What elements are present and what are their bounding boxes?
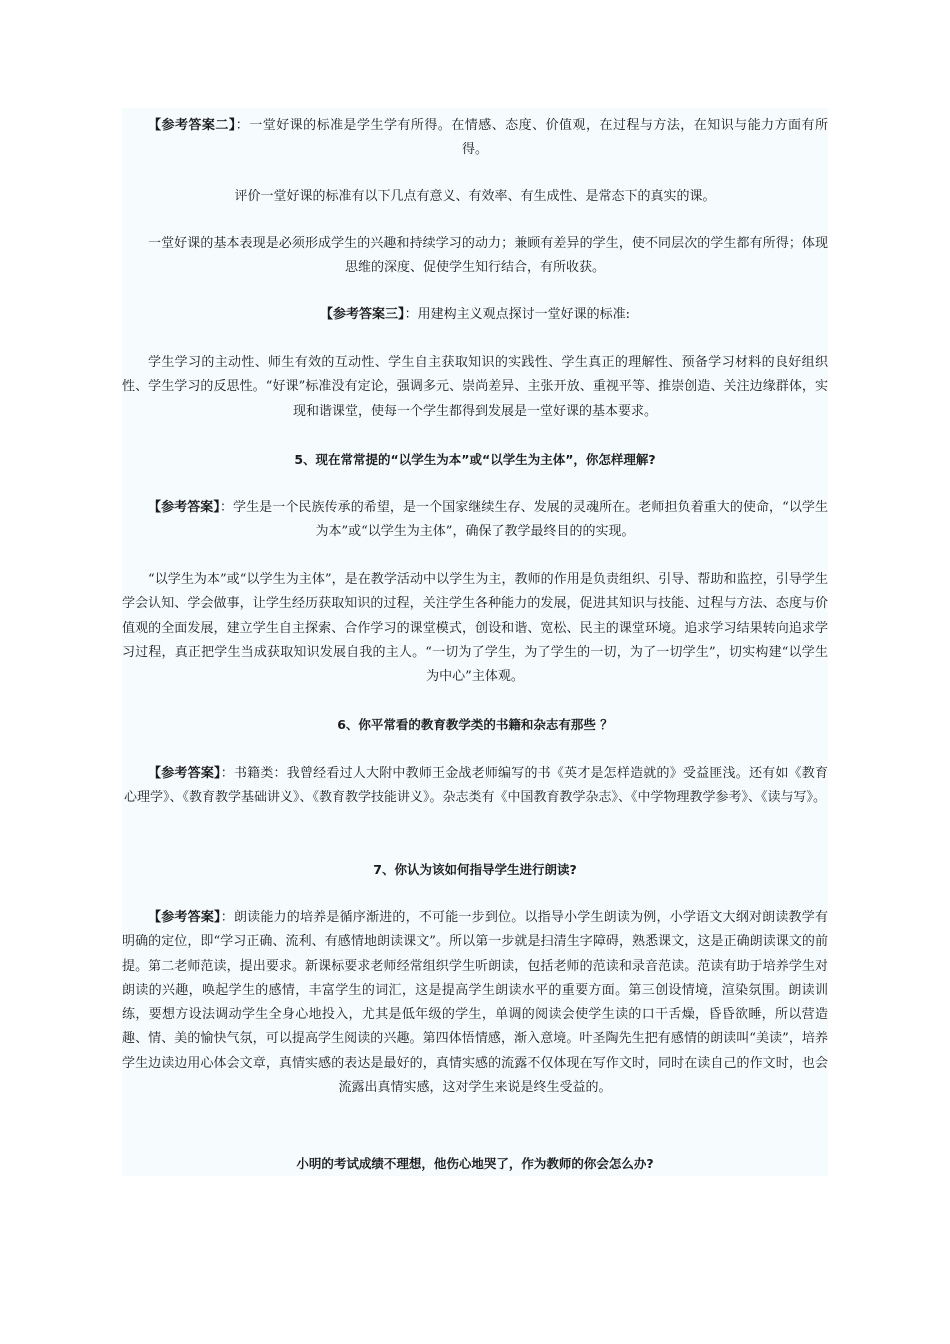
answer3-paragraph: [122, 303, 828, 327]
answer2-label: 【参考答案二】: [148, 118, 236, 133]
basic-performance-paragraph: 一堂好课的基本表现是必须形成学生的兴趣和持续学习的动力；兼顾有差异的学生，使不同层次的学生都有所得；体现思维的深度、促使学生知行结合，有所收获。: [148, 236, 828, 276]
question-6-title: 6、你平常看的教育教学类的书籍和杂志有那些 ？: [337, 717, 613, 732]
question-8-title: 小明的考试成绩不理想，他伤心地哭了，作为教师的你会怎么办?: [296, 1156, 654, 1171]
question-7-answer-label: 【参考答案】: [148, 910, 221, 925]
question-5-answer-text: ：学生是一个民族传承的希望，是一个国家继续生存、发展的灵魂所在。老师担负着重大的使命，“以学生为本”或“以学生为主体”，确保了教学最终目的的实现。: [219, 500, 828, 540]
question-7-title: 7、你认为该如何指导学生进行朗读?: [373, 862, 577, 877]
question-5-paragraph: “以学生为本”或“以学生为主体”，是在教学活动中以学生为主，教师的作用是负责组织、引导、帮助和监控，引导学生学会认知、学会做事，让学生经历获取知识的过程，关注学生各种能力的发展，促进其知识与技能、过程与方法、态度与价值观的全面发展，建立学生自主探索、合作学习的课堂模式，创设和谐、宽松、民主的课堂环境。追求学习结果转向追求学习过程，真正把学生当成获取知识发展自我的主人。“一切为了学生，为了学生的一切，为了一切学生”，切实构建“以学生为中心”主体观。: [122, 572, 828, 685]
answer3-text: ：用建构主义观点探讨一堂好课的标准:: [404, 307, 630, 322]
answer2-paragraph: [122, 114, 828, 163]
answer3-label: 【参考答案三】: [320, 307, 405, 322]
constructivism-paragraph: 学生学习的主动性、师生有效的互动性、学生自主获取知识的实践性、学生真正的理解性、预备学习材料的良好组织性、学生学习的反思性。“好课”标准没有定论，强调多元、崇尚差异、主张开放、重视平等、推崇创造、关注边缘群体，实现和谐课堂，使每一个学生都得到发展是一堂好课的基本要求。: [122, 355, 828, 419]
question-5-answer: [122, 496, 828, 545]
answer2-text: ：一堂好课的标准是学生学有所得。在情感、态度、价值观，在过程与方法，在知识与能力方面有所得。: [235, 118, 828, 158]
question-6-answer-label: 【参考答案】: [148, 766, 221, 781]
question-6-answer-text: ：书籍类：我曾经看过人大附中教师王金战老师编写的书《英才是怎样造就的》受益匪浅。还有如《教育心理学》、《教育教学基础讲义》、《教育教学技能讲义》。杂志类有《中国教育教学杂志》、《中学物理教学参考》、《读与写》。: [123, 766, 828, 806]
question-7-answer-text: ：朗读能力的培养是循序渐进的，不可能一步到位。以指导小学生朗读为例，小学语文大纲对朗读教学有明确的定位，即“学习正确、流利、有感情地朗读课文”。所以第一步就是扫清生字障碍，熟悉课文，这是正确朗读课文的前提。第二老师范读，提出要求。新课标要求老师经常组织学生听朗读，包括老师的范读和录音范读。范读有助于培养学生对朗读的兴趣，唤起学生的感情，丰富学生的词汇，这是提高学生朗读水平的重要方面。第三创设情境，渲染氛围。朗读训练，要想方设法调动学生全身心地投入，尤其是低年级的学生，单调的阅读会使学生读的口干舌燥，昏昏欲睡，所以营造趣、情、美的愉快气氛，可以提高学生阅读的兴趣。第四体悟情感，渐入意境。叶圣陶先生把有感情的朗读叫“美读”，培养学生边读边用心体会文章，真情实感的表达是最好的，真情实感的流露不仅体现在写作文时，同时在读自己的作文时，也会流露出真情实感，这对学生来说是终生受益的。: [122, 910, 828, 1096]
criteria-paragraph: 评价一堂好课的标准有以下几点有意义、有效率、有生成性、是常态下的真实的课。: [234, 189, 716, 204]
question-6-answer: [122, 762, 828, 811]
question-7-answer: [122, 906, 828, 1100]
question-5-answer-label: 【参考答案】: [148, 500, 220, 515]
question-5-title: 5、现在常常提的“以学生为本”或“以学生为主体”，你怎样理解?: [294, 452, 656, 467]
